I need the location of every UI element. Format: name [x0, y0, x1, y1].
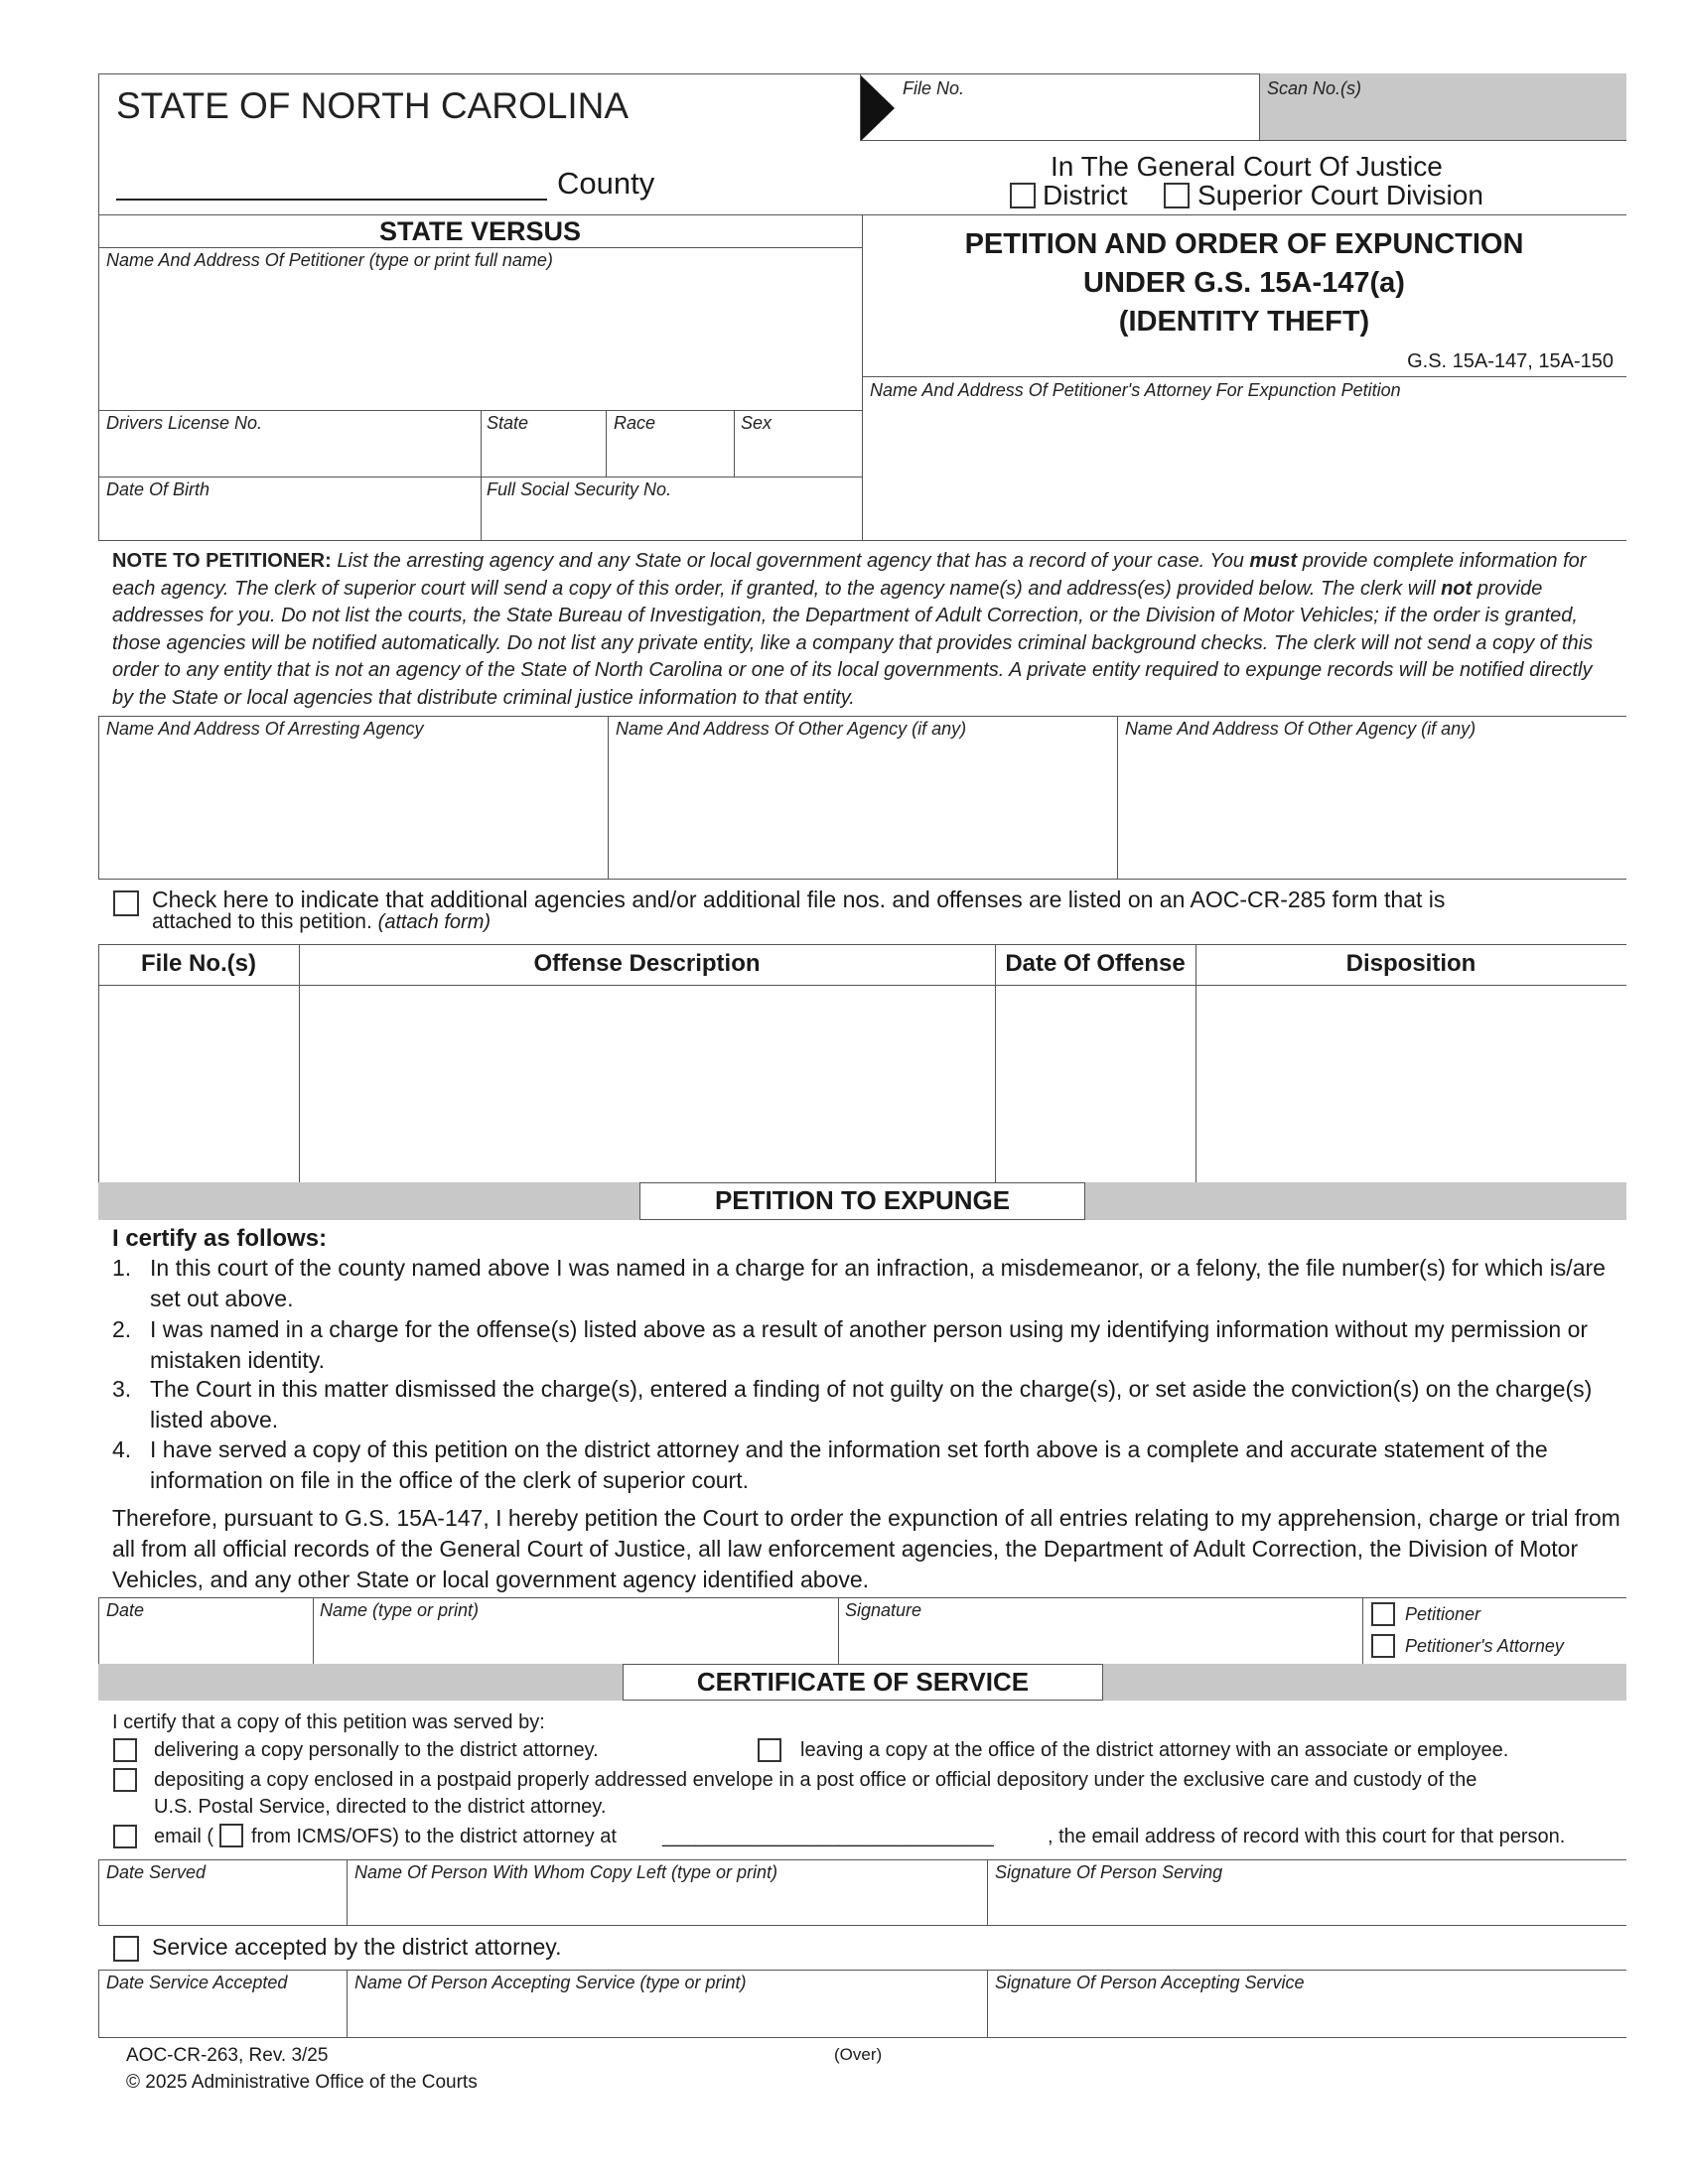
- file-no-input[interactable]: [899, 99, 1256, 139]
- race-label: Race: [614, 413, 656, 433]
- sex-input[interactable]: [738, 437, 858, 475]
- petitioners-attorney-checkbox[interactable]: [1371, 1634, 1395, 1658]
- certify-heading: I certify as follows:: [112, 1225, 328, 1252]
- state-title: STATE OF NORTH CAROLINA: [116, 85, 629, 126]
- district-checkbox[interactable]: [1010, 183, 1036, 208]
- person-accepting-input[interactable]: [352, 1996, 983, 2034]
- dob-label: Date Of Birth: [106, 479, 211, 499]
- copyright: © 2025 Administrative Office of the Courts: [126, 2072, 478, 2093]
- petitioner-label: Petitioner: [1405, 1604, 1481, 1624]
- petition-name-input[interactable]: [318, 1624, 834, 1662]
- delivering-checkbox[interactable]: [113, 1738, 137, 1762]
- col-date-of-offense: Date Of Offense: [1005, 950, 1186, 977]
- icms-label: from ICMS/OFS) to the district attorney at: [251, 1826, 617, 1847]
- email-label: email (: [154, 1826, 214, 1847]
- superior-checkbox[interactable]: [1164, 183, 1190, 208]
- other-agency-2-input[interactable]: [1122, 743, 1622, 876]
- date-served-label: Date Served: [106, 1862, 207, 1882]
- offense-date-input[interactable]: [1000, 989, 1192, 1179]
- delivering-label: delivering a copy personally to the district attorney.: [154, 1739, 599, 1761]
- col-disposition: Disposition: [1345, 950, 1477, 977]
- col-file-no: File No.(s): [140, 950, 256, 977]
- sex-label: Sex: [741, 413, 773, 433]
- depositing-label-2: U.S. Postal Service, directed to the district attorney.: [154, 1796, 607, 1818]
- dob-input[interactable]: [103, 502, 477, 538]
- service-intro: I certify that a copy of this petition was served by:: [112, 1711, 545, 1733]
- file-no-arrow-icon: [861, 75, 895, 141]
- other-agency-2-label: Name And Address Of Other Agency (if any): [1125, 719, 1477, 739]
- form-title-line1: PETITION AND ORDER OF EXPUNCTION: [964, 228, 1524, 260]
- person-left-input[interactable]: [352, 1886, 983, 1923]
- drivers-license-label: Drivers License No.: [106, 413, 263, 433]
- petitioner-checkbox[interactable]: [1371, 1602, 1395, 1626]
- service-title: CERTIFICATE OF SERVICE: [623, 1664, 1103, 1701]
- county-input[interactable]: [116, 159, 547, 201]
- attorney-name-label: Name And Address Of Petitioner's Attorney For Expunction Petition: [870, 380, 1401, 400]
- signature-serving-input[interactable]: [992, 1886, 1622, 1923]
- arresting-agency-input[interactable]: [103, 743, 604, 876]
- state-label: State: [487, 413, 529, 433]
- superior-label: Superior Court Division: [1197, 180, 1483, 210]
- additional-agencies-checkbox[interactable]: [113, 890, 139, 916]
- leaving-label: leaving a copy at the office of the district attorney with an associate or employee.: [800, 1739, 1509, 1761]
- arresting-agency-label: Name And Address Of Arresting Agency: [106, 719, 424, 739]
- col-offense-description: Offense Description: [533, 950, 761, 977]
- state-input[interactable]: [485, 437, 602, 475]
- over-note: (Over): [834, 2045, 883, 2064]
- file-no-label: File No.: [903, 78, 965, 98]
- petition-name-label: Name (type or print): [320, 1600, 480, 1620]
- additional-agencies-line1: Check here to indicate that additional agencies and/or additional file nos. and offenses are listed on an AOC-CR-285 form that is: [152, 887, 1446, 912]
- petition-title: PETITION TO EXPUNGE: [639, 1182, 1085, 1220]
- date-served-input[interactable]: [103, 1886, 343, 1923]
- scan-no-label: Scan No.(s): [1267, 78, 1362, 98]
- leaving-checkbox[interactable]: [758, 1738, 781, 1762]
- other-agency-1-input[interactable]: [613, 743, 1113, 876]
- county-label: County: [557, 166, 655, 201]
- petitioner-name-input[interactable]: [103, 274, 858, 407]
- additional-agencies-line2: attached to this petition. (attach form): [152, 910, 492, 933]
- service-accepted-checkbox[interactable]: [113, 1936, 139, 1962]
- email-address-blank[interactable]: ______________________________: [662, 1826, 994, 1847]
- other-agency-1-label: Name And Address Of Other Agency (if any): [616, 719, 967, 739]
- state-versus-title: STATE VERSUS: [378, 216, 582, 246]
- petitioner-name-label: Name And Address Of Petitioner (type or print full name): [106, 250, 553, 270]
- date-accepted-label: Date Service Accepted: [106, 1973, 288, 1992]
- signature-serving-label: Signature Of Person Serving: [995, 1862, 1223, 1882]
- form-title-line3: (IDENTITY THEFT): [1118, 306, 1370, 338]
- form-number: AOC-CR-263, Rev. 3/25: [126, 2045, 329, 2066]
- signature-accepting-input[interactable]: [992, 1996, 1622, 2034]
- court-line: In The General Court Of Justice: [1051, 151, 1443, 182]
- person-left-label: Name Of Person With Whom Copy Left (type or print): [354, 1862, 777, 1882]
- petition-date-input[interactable]: [103, 1624, 309, 1662]
- statutes: G.S. 15A-147, 15A-150: [1407, 350, 1614, 372]
- signature-accepting-label: Signature Of Person Accepting Service: [995, 1973, 1305, 1992]
- depositing-checkbox[interactable]: [113, 1768, 137, 1792]
- person-accepting-label: Name Of Person Accepting Service (type or print): [354, 1973, 747, 1992]
- form-title-line2: UNDER G.S. 15A-147(a): [1083, 267, 1405, 299]
- service-accepted-label: Service accepted by the district attorney.: [152, 1934, 562, 1960]
- offense-disposition-input[interactable]: [1200, 989, 1622, 1179]
- petition-signature-label: Signature: [845, 1600, 922, 1620]
- offense-file-no-input[interactable]: [103, 989, 295, 1179]
- email-checkbox[interactable]: [113, 1825, 137, 1848]
- race-input[interactable]: [610, 437, 730, 475]
- ssn-input[interactable]: [485, 502, 858, 538]
- district-label: District: [1043, 180, 1128, 210]
- email-tail: , the email address of record with this court for that person.: [1048, 1826, 1566, 1847]
- petition-signature-input[interactable]: [843, 1624, 1358, 1662]
- drivers-license-input[interactable]: [103, 437, 477, 475]
- petitioners-attorney-label: Petitioner's Attorney: [1405, 1636, 1564, 1656]
- therefore-paragraph: Therefore, pursuant to G.S. 15A-147, I hereby petition the Court to order the expunction of all entries relating to my apprehension, charge or trial from all from all official records of the General Court of Justice, all law enforcement agencies, the Department of Adult Correction, the Division of Motor Vehicles, and any other State or local government agency identified above.: [112, 1505, 1620, 1592]
- date-accepted-input[interactable]: [103, 1996, 343, 2034]
- note-to-petitioner: NOTE TO PETITIONER: List the arresting agency and any State or local government agency that has a record of your case. You must provide complete information for each agency. The clerk of superior court will send a copy of this order, if granted, to the agency name(s) and address(es) provided below. The clerk will not provide addresses for you. Do not list the courts, the State Bureau of Investigation, the Department of Adult Correction, or the Division of Motor Vehicles; if the order is granted, those agencies will be notified automatically. Do not list any private entity, like a company that provides criminal background checks. The clerk will not send a copy of this order to any entity that is not an agency of the State of North Carolina or one of its local governments. A private entity required to expunge records will be notified directly by the State or local agencies that distribute criminal justice information to that entity.: [112, 550, 1594, 709]
- ssn-label: Full Social Security No.: [487, 479, 672, 499]
- offense-description-input[interactable]: [304, 989, 991, 1179]
- attorney-name-input[interactable]: [868, 405, 1622, 538]
- depositing-label-1: depositing a copy enclosed in a postpaid properly addressed envelope in a post office or official depository under the exclusive care and custody of the: [154, 1769, 1477, 1791]
- icms-checkbox[interactable]: [219, 1824, 243, 1847]
- petition-date-label: Date: [106, 1600, 145, 1620]
